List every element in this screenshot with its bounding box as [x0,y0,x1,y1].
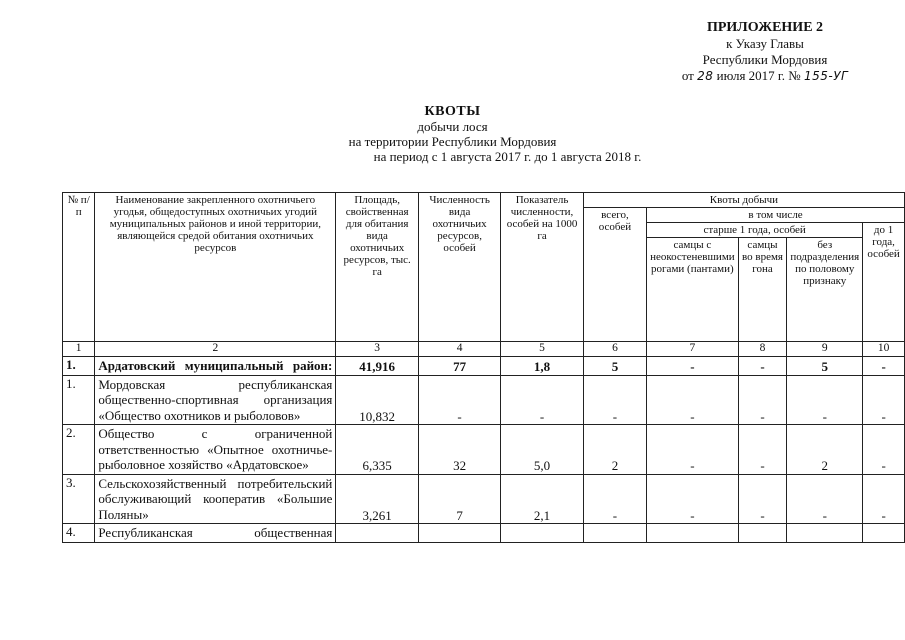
title-line3: на период с 1 августа 2017 г. до 1 августа 2018 г. [373,149,642,164]
row-males-rut: - [738,425,787,475]
title-line1: добычи лося [417,119,488,134]
row-no: 2. [63,425,95,475]
row-name: Мордовская республиканская общественно-спортивная организация «Общество охотников и рыболовов» [95,375,336,425]
appendix-date-rest: июля 2017 г. № [716,68,801,83]
table-row [63,524,905,543]
row-males-horns: - [647,357,739,376]
document-title [0,104,905,164]
column-numbers-row [63,342,905,357]
row-males-horns: - [647,375,739,425]
col-number: 1 [63,342,95,357]
table-row [63,375,905,425]
row-count [418,524,500,543]
title-main: КВОТЫ [424,104,481,119]
header-no-sex: без подразделения по половому признаку [787,238,863,342]
col-number: 5 [501,342,584,357]
header-area: Площадь, свойственная для обитания вида охотничьих ресурсов, тыс. га [336,193,419,342]
header-index: Показатель численности, особей на 1000 га [501,193,584,342]
header-including: в том числе [647,208,905,223]
row-index: 5,0 [501,425,584,475]
row-total: - [583,375,646,425]
col-number: 8 [738,342,787,357]
row-males-rut: - [738,357,787,376]
row-index: 1,8 [501,357,584,376]
row-no-sex: 5 [787,357,863,376]
appendix-date-prefix: от [681,68,694,83]
appendix-line2: Республики Мордовия [702,52,828,67]
row-area: 10,832 [336,375,419,425]
header-quotas: Квоты добычи [583,193,904,208]
row-no-sex: - [787,375,863,425]
row-no: 3. [63,474,95,524]
appendix-date [640,68,890,84]
row-no: 4. [63,524,95,543]
appendix-number: 155-УГ [803,69,849,83]
col-number: 9 [787,342,863,357]
row-name: Общество с ограниченной ответственностью «Опытное охотничье-рыболовное хозяйство «Ардатовское» [95,425,336,475]
row-males-rut: - [738,375,787,425]
table-row [63,357,905,376]
row-males-rut [738,524,787,543]
row-count: 32 [418,425,500,475]
row-index [501,524,584,543]
row-total [583,524,646,543]
row-males-horns: - [647,425,739,475]
header-older: старше 1 года, особей [647,223,863,238]
row-name: Сельскохозяйственный потребительский обслуживающий кооператив «Большие Поляны» [95,474,336,524]
row-area: 41,916 [336,357,419,376]
header-no: № п/п [63,193,95,342]
col-number: 2 [95,342,336,357]
col-number: 3 [336,342,419,357]
row-area: 6,335 [336,425,419,475]
title-line2: на территории Республики Мордовия [348,134,557,149]
table-row [63,425,905,475]
row-males-horns: - [647,474,739,524]
col-number: 10 [863,342,905,357]
row-no: 1. [63,357,95,376]
appendix-block [640,20,890,84]
appendix-line1: к Указу Главы [726,36,804,51]
row-count: - [418,375,500,425]
header-males-rut: самцы во время гона [738,238,787,342]
row-name: Республиканская общественная [95,524,336,543]
header-name: Наименование закрепленного охотничьего угодья, общедоступных охотничьих угодий муниципальных районов и иной территории, являющейся средой обитания охотничьих ресурсов [95,193,336,342]
row-no: 1. [63,375,95,425]
row-no-sex: - [787,474,863,524]
row-index: - [501,375,584,425]
row-area [336,524,419,543]
appendix-date-day: 28 [697,69,714,83]
row-count: 7 [418,474,500,524]
row-index: 2,1 [501,474,584,524]
row-under1: - [863,474,905,524]
row-name: Ардатовский муниципальный район: [95,357,336,376]
table-row [63,474,905,524]
appendix-title: ПРИЛОЖЕНИЕ 2 [706,20,824,35]
row-males-horns [647,524,739,543]
row-under1 [863,524,905,543]
row-count: 77 [418,357,500,376]
col-number: 7 [647,342,739,357]
row-total: - [583,474,646,524]
row-males-rut: - [738,474,787,524]
row-under1: - [863,375,905,425]
row-total: 5 [583,357,646,376]
header-count: Численность вида охотничьих ресурсов, особей [418,193,500,342]
header-total: всего, особей [583,208,646,342]
col-number: 6 [583,342,646,357]
header-row-1 [63,193,905,208]
row-no-sex [787,524,863,543]
header-under1: до 1 года, особей [863,223,905,342]
col-number: 4 [418,342,500,357]
header-males-horns: самцы с неокостеневшими рогами (пантами) [647,238,739,342]
quota-table [62,192,905,543]
row-under1: - [863,425,905,475]
row-area: 3,261 [336,474,419,524]
row-under1: - [863,357,905,376]
row-total: 2 [583,425,646,475]
row-no-sex: 2 [787,425,863,475]
